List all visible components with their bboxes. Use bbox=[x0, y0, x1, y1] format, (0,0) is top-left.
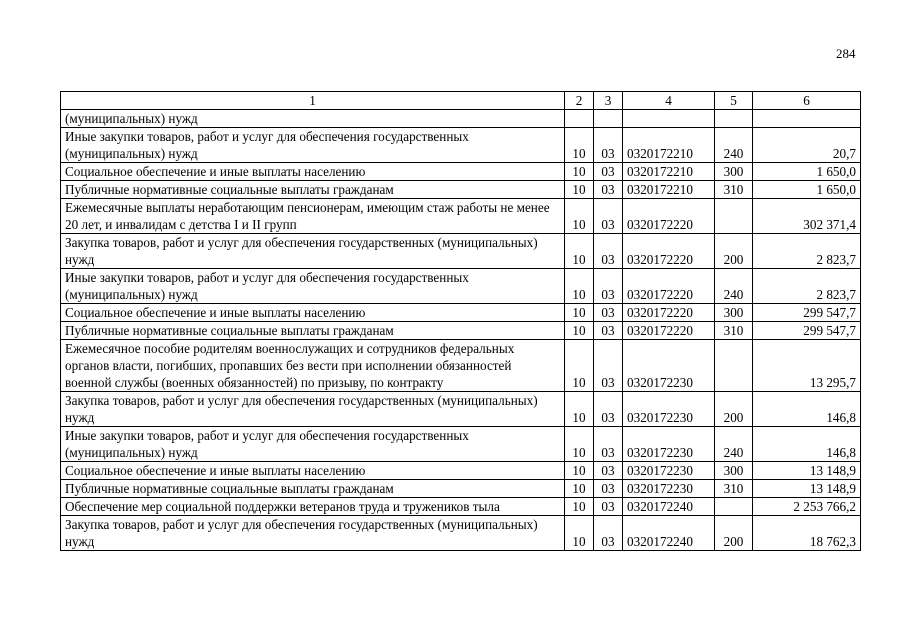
row-name: Публичные нормативные социальные выплаты гражданам bbox=[61, 322, 565, 340]
row-name: Публичные нормативные социальные выплаты гражданам bbox=[61, 480, 565, 498]
table-row bbox=[61, 427, 861, 462]
row-amount: 2 823,7 bbox=[753, 269, 861, 304]
column-header-expense-type: 5 bbox=[715, 92, 753, 110]
row-subsection: 03 bbox=[594, 234, 623, 269]
row-target-code: 0320172220 bbox=[623, 269, 715, 304]
row-amount: 13 148,9 bbox=[753, 462, 861, 480]
row-expense-type: 300 bbox=[715, 462, 753, 480]
table-row bbox=[61, 340, 861, 392]
row-amount: 18 762,3 bbox=[753, 516, 861, 551]
row-subsection: 03 bbox=[594, 304, 623, 322]
row-section: 10 bbox=[565, 269, 594, 304]
row-amount: 13 295,7 bbox=[753, 340, 861, 392]
row-target-code: 0320172240 bbox=[623, 516, 715, 551]
row-expense-type: 200 bbox=[715, 516, 753, 551]
row-name: Иные закупки товаров, работ и услуг для обеспечения государственных (муниципальных) нужд bbox=[61, 128, 565, 163]
row-name: Иные закупки товаров, работ и услуг для обеспечения государственных (муниципальных) нужд bbox=[61, 269, 565, 304]
row-subsection: 03 bbox=[594, 392, 623, 427]
row-section bbox=[565, 110, 594, 128]
row-section: 10 bbox=[565, 462, 594, 480]
row-subsection: 03 bbox=[594, 322, 623, 340]
row-expense-type bbox=[715, 498, 753, 516]
row-amount: 1 650,0 bbox=[753, 181, 861, 199]
row-amount: 13 148,9 bbox=[753, 480, 861, 498]
row-name: Социальное обеспечение и иные выплаты населению bbox=[61, 462, 565, 480]
row-expense-type: 200 bbox=[715, 392, 753, 427]
row-section: 10 bbox=[565, 427, 594, 462]
row-section: 10 bbox=[565, 480, 594, 498]
table-header-row bbox=[61, 92, 861, 110]
row-subsection: 03 bbox=[594, 498, 623, 516]
table-row bbox=[61, 128, 861, 163]
row-expense-type bbox=[715, 199, 753, 234]
row-amount: 2 253 766,2 bbox=[753, 498, 861, 516]
table-row bbox=[61, 199, 861, 234]
row-amount: 1 650,0 bbox=[753, 163, 861, 181]
column-header-subsection: 3 bbox=[594, 92, 623, 110]
row-amount bbox=[753, 110, 861, 128]
row-name: (муниципальных) нужд bbox=[61, 110, 565, 128]
row-name: Публичные нормативные социальные выплаты гражданам bbox=[61, 181, 565, 199]
row-target-code: 0320172220 bbox=[623, 304, 715, 322]
table-row bbox=[61, 322, 861, 340]
table-row bbox=[61, 234, 861, 269]
row-subsection: 03 bbox=[594, 128, 623, 163]
row-subsection bbox=[594, 110, 623, 128]
row-name: Закупка товаров, работ и услуг для обеспечения государственных (муниципальных) нужд bbox=[61, 234, 565, 269]
row-amount: 299 547,7 bbox=[753, 304, 861, 322]
row-expense-type: 200 bbox=[715, 234, 753, 269]
column-header-amount: 6 bbox=[753, 92, 861, 110]
row-section: 10 bbox=[565, 516, 594, 551]
row-amount: 20,7 bbox=[753, 128, 861, 163]
table-row bbox=[61, 110, 861, 128]
row-name: Социальное обеспечение и иные выплаты населению bbox=[61, 163, 565, 181]
row-section: 10 bbox=[565, 181, 594, 199]
row-target-code: 0320172220 bbox=[623, 234, 715, 269]
row-expense-type bbox=[715, 340, 753, 392]
row-amount: 146,8 bbox=[753, 427, 861, 462]
row-expense-type: 310 bbox=[715, 181, 753, 199]
table-row bbox=[61, 392, 861, 427]
column-header-section: 2 bbox=[565, 92, 594, 110]
row-section: 10 bbox=[565, 498, 594, 516]
row-expense-type: 300 bbox=[715, 304, 753, 322]
table-row bbox=[61, 516, 861, 551]
row-section: 10 bbox=[565, 163, 594, 181]
row-target-code: 0320172230 bbox=[623, 480, 715, 498]
row-target-code: 0320172220 bbox=[623, 199, 715, 234]
page-number: 284 bbox=[836, 46, 856, 61]
row-section: 10 bbox=[565, 199, 594, 234]
row-subsection: 03 bbox=[594, 462, 623, 480]
row-expense-type: 240 bbox=[715, 128, 753, 163]
row-subsection: 03 bbox=[594, 480, 623, 498]
row-name: Закупка товаров, работ и услуг для обеспечения государственных (муниципальных) нужд bbox=[61, 392, 565, 427]
table-row bbox=[61, 163, 861, 181]
row-expense-type: 310 bbox=[715, 322, 753, 340]
row-target-code: 0320172210 bbox=[623, 181, 715, 199]
row-subsection: 03 bbox=[594, 427, 623, 462]
row-target-code: 0320172240 bbox=[623, 498, 715, 516]
row-target-code: 0320172210 bbox=[623, 163, 715, 181]
row-section: 10 bbox=[565, 304, 594, 322]
row-expense-type: 240 bbox=[715, 427, 753, 462]
row-expense-type: 310 bbox=[715, 480, 753, 498]
row-subsection: 03 bbox=[594, 199, 623, 234]
row-amount: 299 547,7 bbox=[753, 322, 861, 340]
row-subsection: 03 bbox=[594, 163, 623, 181]
table-row bbox=[61, 304, 861, 322]
row-subsection: 03 bbox=[594, 340, 623, 392]
row-subsection: 03 bbox=[594, 181, 623, 199]
row-subsection: 03 bbox=[594, 516, 623, 551]
row-subsection: 03 bbox=[594, 269, 623, 304]
row-section: 10 bbox=[565, 340, 594, 392]
row-name: Ежемесячные выплаты неработающим пенсионерам, имеющим стаж работы не менее 20 лет, и инвалидам с детства I и II групп bbox=[61, 199, 565, 234]
row-target-code: 0320172230 bbox=[623, 340, 715, 392]
row-expense-type: 240 bbox=[715, 269, 753, 304]
row-target-code bbox=[623, 110, 715, 128]
row-name: Иные закупки товаров, работ и услуг для обеспечения государственных (муниципальных) нужд bbox=[61, 427, 565, 462]
row-amount: 302 371,4 bbox=[753, 199, 861, 234]
row-target-code: 0320172220 bbox=[623, 322, 715, 340]
row-target-code: 0320172230 bbox=[623, 392, 715, 427]
row-section: 10 bbox=[565, 322, 594, 340]
table-row bbox=[61, 498, 861, 516]
column-header-name: 1 bbox=[61, 92, 565, 110]
row-name: Ежемесячное пособие родителям военнослужащих и сотрудников федеральных органов власти, погибших, пропавших без вести при исполнении обязанностей военной службы (военных обязанностей) по призыву, по контракту bbox=[61, 340, 565, 392]
row-amount: 146,8 bbox=[753, 392, 861, 427]
row-target-code: 0320172230 bbox=[623, 462, 715, 480]
row-name: Социальное обеспечение и иные выплаты населению bbox=[61, 304, 565, 322]
row-name: Обеспечение мер социальной поддержки ветеранов труда и тружеников тыла bbox=[61, 498, 565, 516]
row-section: 10 bbox=[565, 128, 594, 163]
row-amount: 2 823,7 bbox=[753, 234, 861, 269]
table-row bbox=[61, 269, 861, 304]
table-row bbox=[61, 181, 861, 199]
table-row bbox=[61, 480, 861, 498]
row-section: 10 bbox=[565, 392, 594, 427]
row-expense-type: 300 bbox=[715, 163, 753, 181]
row-name: Закупка товаров, работ и услуг для обеспечения государственных (муниципальных) нужд bbox=[61, 516, 565, 551]
budget-table bbox=[60, 91, 861, 551]
table-row bbox=[61, 462, 861, 480]
row-target-code: 0320172230 bbox=[623, 427, 715, 462]
column-header-target-code: 4 bbox=[623, 92, 715, 110]
row-section: 10 bbox=[565, 234, 594, 269]
row-expense-type bbox=[715, 110, 753, 128]
row-target-code: 0320172210 bbox=[623, 128, 715, 163]
